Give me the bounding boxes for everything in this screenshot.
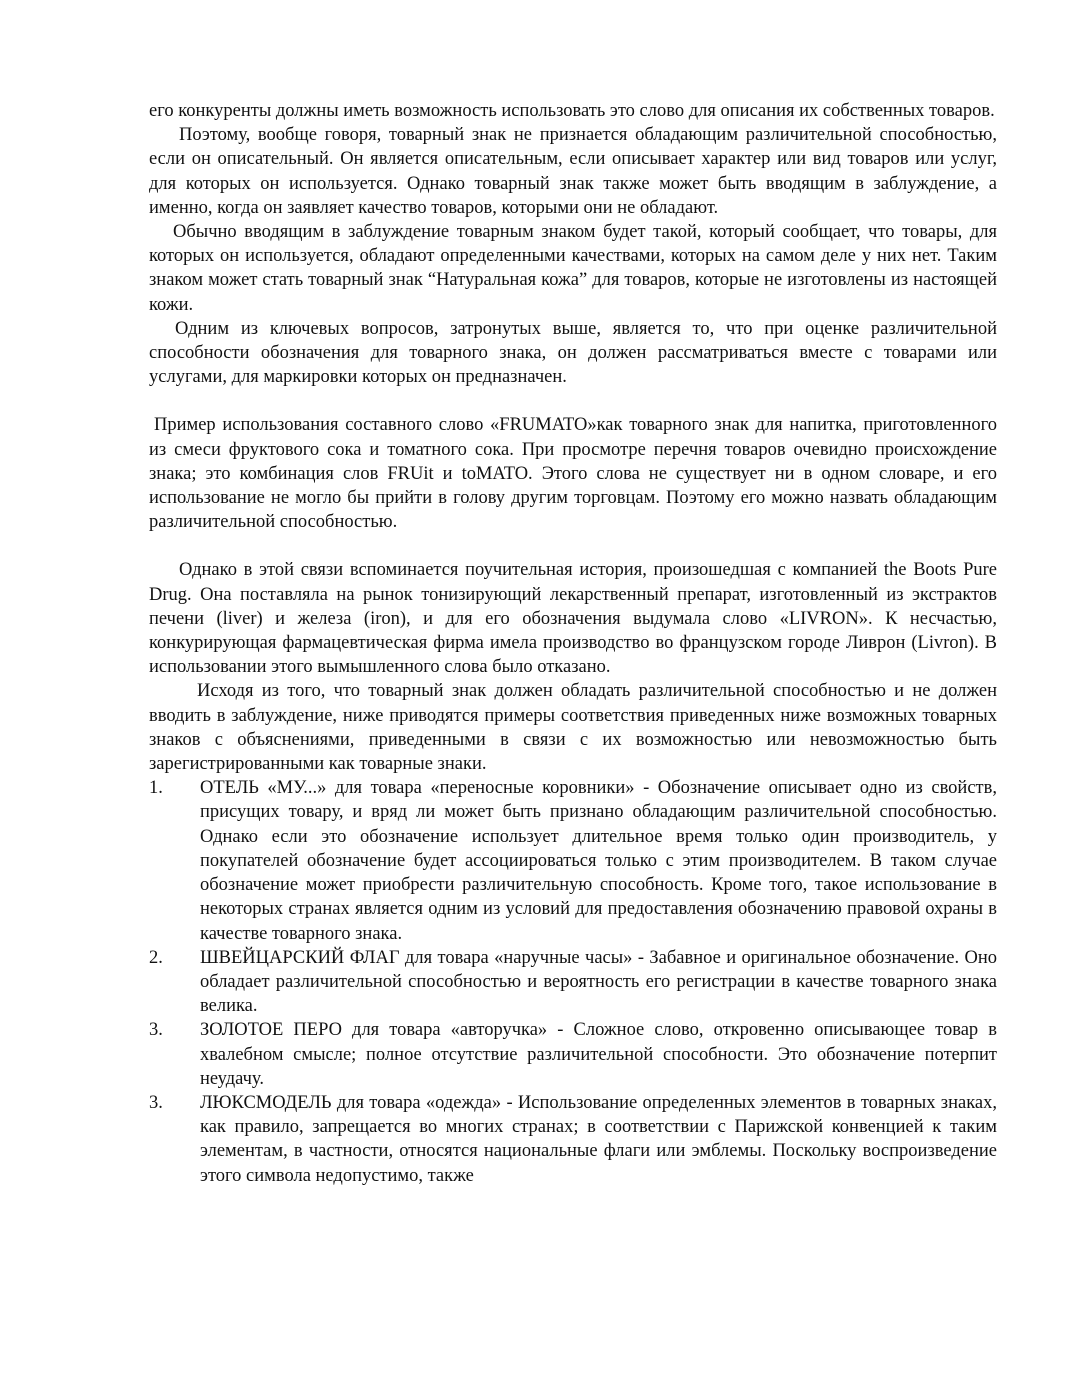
list-item	[149, 1018, 997, 1091]
paragraph-6: Однако в этой связи вспоминается поучительная история, произошедшая с компанией the Boots Pure Drug. Она поставляла на рынок тонизирующий лекарственный препарат, изготовленный из экстрактов печени (liver) и железа (iron), и для его обозначения выдумала слово «LIVRON». К несчастью, конкурирующая фармацевтическая фирма имела производство во французском городе Ливрон (Livron). В использовании этого вымышленного слова было отказано.	[149, 560, 997, 678]
list-item-text: ШВЕЙЦАРСКИЙ ФЛАГ для товара «наручные часы» - Забавное и оригинальное обозначение. Оно обладает различительной способностью и вероятность его регистрации в качестве товарного знака велика.	[200, 947, 997, 1017]
list-item-number: 2.	[149, 947, 163, 968]
list-item-number: 3.	[149, 1092, 163, 1113]
list-item-text: ЗОЛОТОЕ ПЕРО для товара «авторучка» - Сложное слово, откровенно описывающее товар в хвалебном смысле; полное отсутствие различительной способности. Это обозначение потерпит неудачу.	[200, 1020, 997, 1089]
list-item-text: ЛЮКСМОДЕЛЬ для товара «одежда» - Использование определенных элементов в товарных знаках, как правило, запрещается во многих странах; в соответствии с Парижской конвенцией к таким элементам, в частности, относятся национальные флаги или эмблемы. Поскольку воспроизведение этого символа недопустимо, также	[200, 1092, 997, 1186]
paragraph-5: Пример использования составного слово «FRUMATO»как товарного знак для напитка, приготовленного из смеси фруктового сока и томатного сока. При просмотре перечня товаров очевидно происхождение знака; это комбинация слов FRUit и toMATO. Этого слова не существует ни в одном словаре, и его использование не могло бы прийти в голову другим торговцам. Поэтому его можно назвать обладающим различительной способностью.	[149, 415, 997, 533]
paragraph-spacer	[149, 389, 997, 413]
paragraph-1: его конкуренты должны иметь возможность использовать это слово для описания их собственных товаров.	[149, 101, 995, 121]
document-page	[149, 99, 997, 1188]
list-item-text: ОТЕЛЬ «МУ...» для товара «переносные коровники» - Обозначение описывает одно из свойств, присущих товару, и вряд ли может быть признано обладающим различительной способностью. Однако если это обозначение использует длительное время только один производитель, у покупателей обозначение будет ассоциироваться только с этим производителем. В таком случае обозначение может приобрести различительную способность. Кроме того, такое использование в некоторых странах является одним из условий для предоставления обозначению правовой охраны в качестве товарного знака.	[200, 778, 997, 944]
examples-list	[149, 776, 997, 1187]
list-item	[149, 1091, 997, 1188]
list-item	[149, 776, 997, 945]
paragraph-spacer	[149, 534, 997, 558]
paragraph-4: Одним из ключевых вопросов, затронутых выше, является то, что при оценке различительной способности обозначения для товарного знака, он должен рассматриваться вместе с товарами или услугами, для маркировки которых он предназначен.	[149, 318, 997, 388]
paragraph-3: Обычно вводящим в заблуждение товарным знаком будет такой, который сообщает, что товары, для которых он используется, обладают определенными качествами, которых на самом деле у них нет. Таким знаком может стать товарный знак “Натуральная кожа” для товаров, которые не изготовлены из настоящей кожи.	[149, 222, 997, 315]
paragraph-7: Исходя из того, что товарный знак должен обладать различительной способностью и не должен вводить в заблуждение, ниже приводятся примеры соответствия приведенных ниже возможных товарных знаков с объяснениями, приведенными в связи с их возможностью или невозможностью быть зарегистрированными как товарные знаки.	[149, 681, 997, 775]
paragraph-2: Поэтому, вообще говоря, товарный знак не признается обладающим различительной способностью, если он описательный. Он является описательным, если описывает характер или вид товаров или услуг, для которых он используется. Однако товарный знак также может быть вводящим в заблуждение, а именно, когда он заявляет качество товаров, которыми они не обладают.	[149, 125, 997, 218]
list-item-number: 1.	[149, 778, 163, 799]
list-item	[149, 946, 997, 1019]
list-item-number: 3.	[149, 1020, 163, 1041]
